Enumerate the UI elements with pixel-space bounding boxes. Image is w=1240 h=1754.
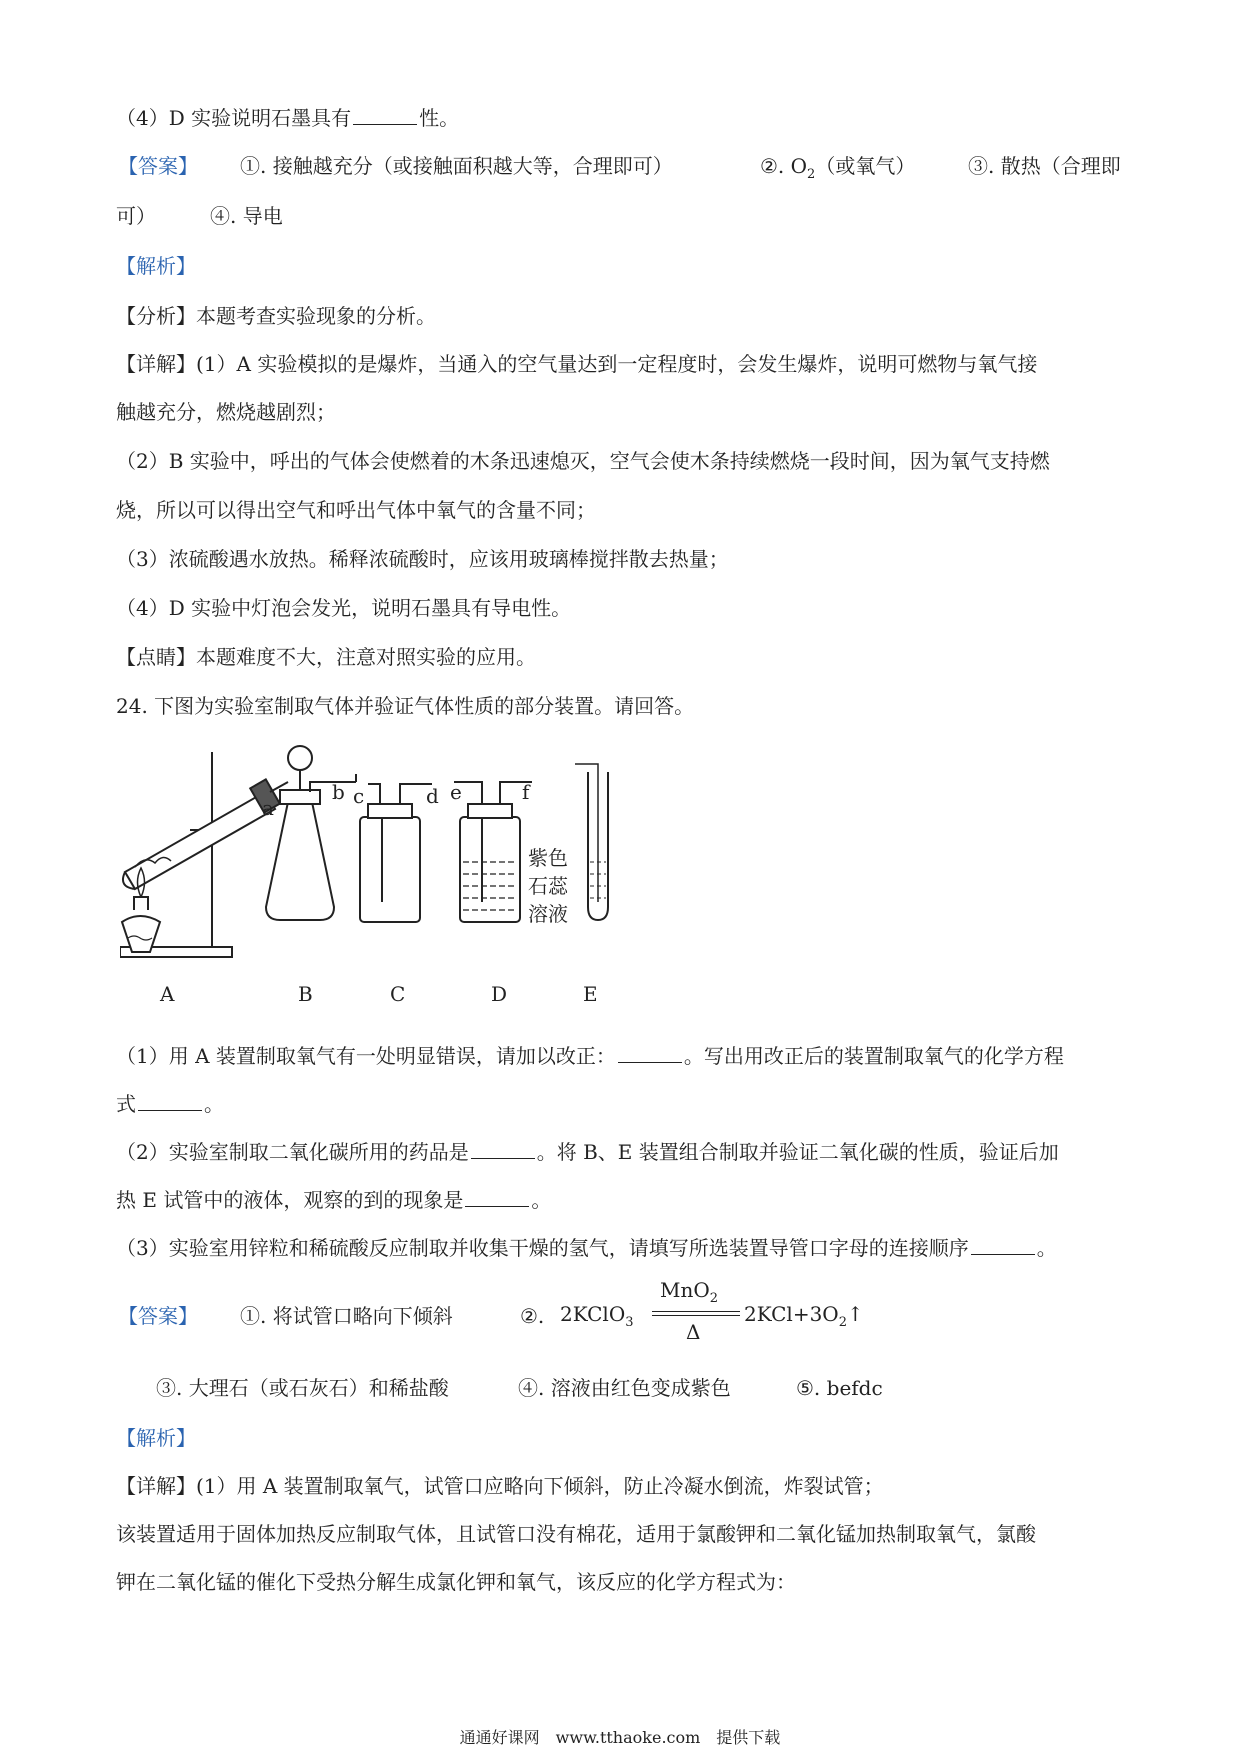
- detail-3: （3）浓硫酸遇水放热。稀释浓硫酸时，应该用玻璃棒搅拌散去热量；: [116, 547, 729, 571]
- answer-item-1: ①. 接触越充分（或接触面积越大等，合理即可）: [240, 154, 673, 178]
- equation-rule-top: [652, 1311, 740, 1312]
- apparatus-label-c: C: [390, 982, 406, 1006]
- port-label-e: e: [450, 780, 462, 804]
- answer2-item-2: ②.: [520, 1304, 545, 1328]
- apparatus-label-d: D: [491, 982, 508, 1006]
- equation-right: $2KCl+3O_2↑$: [744, 1302, 864, 1330]
- question-24-3: （3）实验室用锌粒和稀硫酸反应制取并收集干燥的氢气，请填写所选装置导管口字母的连接顺序 。: [116, 1236, 1057, 1260]
- answer-blank: [465, 1188, 529, 1207]
- chemical-equation: [560, 1278, 864, 1348]
- port-label-f: f: [522, 780, 530, 804]
- apparatus-label-a: A: [160, 982, 175, 1006]
- question-24-2a: （2）实验室制取二氧化碳所用的药品是 。将 B、E 装置组合制取并验证二氧化碳的性质，验证后加: [116, 1140, 1059, 1164]
- answer-item-3-cont: 可）: [116, 204, 156, 228]
- apparatus-label-b: B: [298, 982, 313, 1006]
- detail-1a: 【详解】(1）A 实验模拟的是爆炸，当通入的空气量达到一定程度时，会发生爆炸，说明可燃物与氧气接: [116, 352, 1038, 376]
- port-label-a: a: [262, 796, 274, 820]
- answer-item-3: ③. 散热（合理即: [968, 154, 1121, 178]
- question-24-2b: 热 E 试管中的液体，观察的到的现象是 。: [116, 1188, 552, 1212]
- port-label-d: d: [426, 784, 439, 808]
- answer-tag-2: 【答案】: [118, 1304, 198, 1328]
- detail-5: 【详解】(1）用 A 装置制取氧气，试管口应略向下倾斜，防止冷凝水倒流，炸裂试管；: [116, 1474, 884, 1498]
- question-24-title: 24. 下图为实验室制取气体并验证气体性质的部分装置。请回答。: [116, 694, 695, 718]
- detail-6a: 该装置适用于固体加热反应制取气体，且试管口没有棉花，适用于氯酸钾和二氧化锰加热制取氧气，氯酸: [116, 1522, 1036, 1546]
- solution-label-3: 溶液: [528, 902, 568, 926]
- apparatus-label-e: E: [583, 982, 598, 1006]
- answer2-item-3: ③. 大理石（或石灰石）和稀盐酸: [156, 1376, 449, 1400]
- port-label-c: c: [353, 784, 365, 808]
- apparatus-diagram: [120, 742, 680, 1012]
- answer2-item-1: ①. 将试管口略向下倾斜: [240, 1304, 453, 1328]
- answer-tag: 【答案】: [118, 154, 198, 178]
- answer-blank: [353, 106, 417, 125]
- page-footer: 通通好课网 www.tthaoke.com 提供下载: [459, 1728, 781, 1747]
- port-label-b: b: [332, 780, 345, 804]
- answer-blank: [471, 1140, 535, 1159]
- answer-blank: [971, 1236, 1035, 1255]
- equation-rule-bottom: [652, 1315, 740, 1316]
- equation-catalyst: MnO$_2$: [660, 1278, 719, 1306]
- detail-2a: （2）B 实验中，呼出的气体会使燃着的木条迅速熄灭，空气会使木条持续燃烧一段时间，因为氧气支持燃: [116, 449, 1050, 473]
- analysis-text: 【分析】本题考查实验现象的分析。: [116, 304, 436, 328]
- apparatus-figure: [120, 742, 680, 1012]
- answer-item-4: ④. 导电: [210, 204, 283, 228]
- detail-2b: 烧，所以可以得出空气和呼出气体中氧气的含量不同；: [116, 498, 596, 522]
- question-24-1b: 式 。: [116, 1092, 224, 1116]
- analysis-tag-2: 【解析】: [116, 1426, 196, 1450]
- solution-label-1: 紫色: [528, 846, 568, 870]
- answer-blank: [618, 1044, 682, 1063]
- equation-condition: Δ: [686, 1320, 701, 1344]
- answer-blank: [138, 1092, 202, 1111]
- dianjing-text: 【点睛】本题难度不大，注意对照实验的应用。: [116, 645, 536, 669]
- question-24-1a: （1）用 A 装置制取氧气有一处明显错误，请加以改正： 。写出用改正后的装置制取氧气的化学方程: [116, 1044, 1064, 1068]
- equation-left: 2KClO$_3$: [560, 1302, 634, 1330]
- detail-1b: 触越充分，燃烧越剧烈；: [116, 400, 336, 424]
- answer-item-2: ②. $O_2$（或氧气）: [760, 154, 916, 182]
- question-4-line: （4）D 实验说明石墨具有 性。: [116, 106, 460, 130]
- detail-4: （4）D 实验中灯泡会发光，说明石墨具有导电性。: [116, 596, 572, 620]
- solution-label-2: 石蕊: [528, 874, 568, 898]
- answer2-item-4: ④. 溶液由红色变成紫色: [518, 1376, 731, 1400]
- detail-6b: 钾在二氧化锰的催化下受热分解生成氯化钾和氧气，该反应的化学方程式为：: [116, 1570, 796, 1594]
- answer2-item-5: ⑤. befdc: [796, 1376, 883, 1400]
- analysis-tag: 【解析】: [116, 254, 196, 278]
